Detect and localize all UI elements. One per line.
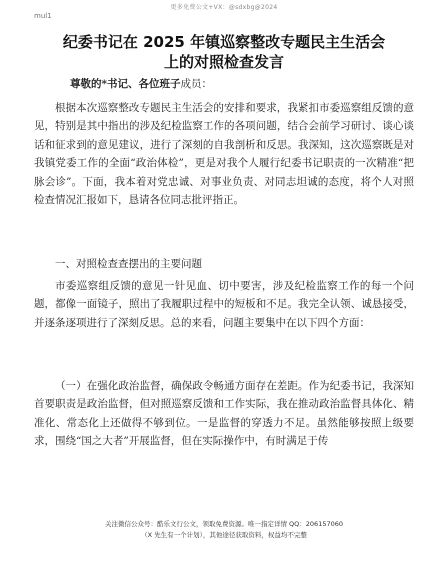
- section-heading-1: 一、对照检查查摆出的主要问题: [55, 258, 202, 270]
- corner-mark: mul1: [34, 12, 52, 20]
- paragraph-political-supervision: （一）在强化政治监督，确保政令畅通方面存在差距。作为纪委书记，我深知首要职责是政治监督，但对照巡察反馈和工作实际，我在推动政治监督具体化、精准化、常态化上还做得不够到位。一是监督的穿透力不足。虽然能够按照上级要求，围绕“国之大者”开展监督，但在实际操作中，有时满足于传: [34, 380, 414, 448]
- title-line-2: 上的对照检查发言: [163, 53, 284, 71]
- footer-line-2: （X 先生有一个计划），其他途径获取资料，权益均不完整: [141, 531, 307, 539]
- greeting-suffix: 成员：: [180, 78, 212, 90]
- greeting-prefix: 尊敬的*书记、各位: [70, 78, 160, 90]
- greeting-bold: 班子: [159, 78, 181, 90]
- paragraph-problems-summary: 市委巡察组反馈的意见一针见血、切中要害，涉及纪检监察工作的每一个问题，都像一面镜子，照出了我履职过程中的短板和不足。我完全认领、诚恳接受，并逐条逐项进行了深刻反思。总的来看，问题主要集中在以下四个方面：: [34, 280, 414, 329]
- document-title: [30, 32, 418, 72]
- paragraph-intro: 根据本次巡察整改专题民主生活会的安排和要求，我紧扣市委巡察组反馈的意见，特别是其中指出的涉及纪检监察工作的各项问题，结合会前学习研讨、谈心谈话和征求到的意见建议，进行了深刻的自我剖析和反思。我深知，这次巡察既是对我镇党委工作的全面“政治体检”，更是对我个人履行纪委书记职责的一次精准“把脉会诊”。下面，我本着对党忠诚、对事业负责、对同志坦诚的态度，将个人对照检查情况汇报如下，恳请各位同志批评指正。: [34, 102, 414, 207]
- footer-line-1: 关注微信公众号：酷乐文行公文，领取免费资源。唯一指定详情 QQ：206157060: [104, 520, 344, 528]
- title-line-1: 纪委书记在 2025 年镇巡察整改专题民主生活会: [62, 33, 386, 51]
- greeting: [70, 76, 212, 91]
- top-note: 更多免费公文+VX：@sdxbg@2024: [170, 4, 278, 11]
- footer-notice: [34, 519, 414, 541]
